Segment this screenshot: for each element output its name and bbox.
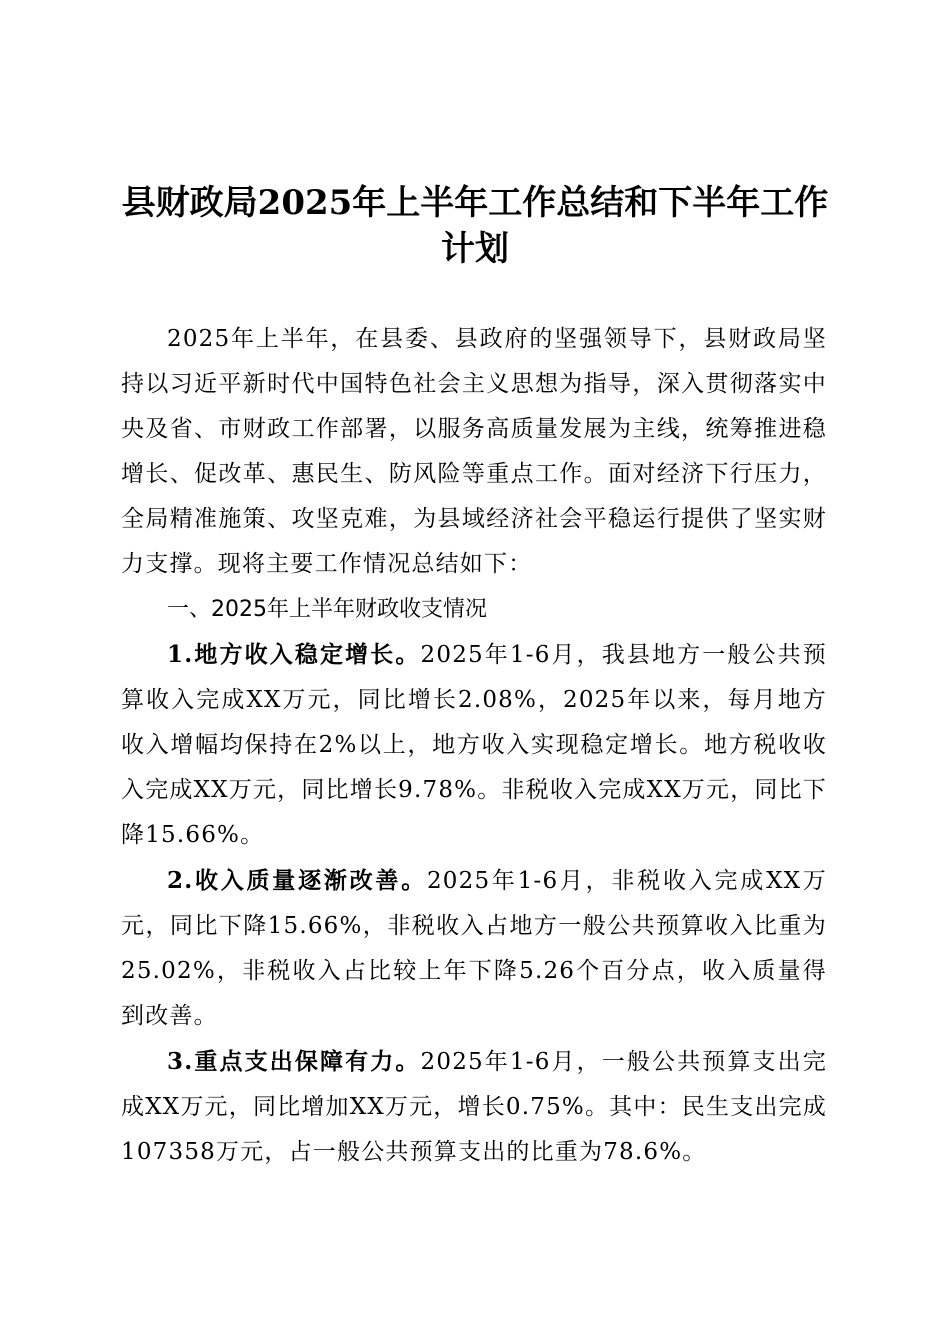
- section-heading: 一、2025年上半年财政收支情况: [167, 597, 487, 622]
- document-body: [121, 317, 827, 1175]
- item-text-3: 2025年1-6月，一般公共预算支出完成XX万元，同比增加XX万元，增长0.75%。其中：民生支出完成107358万元，占一般公共预算支出的比重为78.6%。: [121, 1049, 828, 1165]
- item-paragraph-2: [121, 858, 827, 1039]
- item-lead-2: 2.收入质量逐渐改善。: [167, 867, 427, 894]
- intro-paragraph: 2025年上半年，在县委、县政府的坚强领导下，县财政局坚持以习近平新时代中国特色社会主义思想为指导，深入贯彻落实中央及省、市财政工作部署，以服务高质量发展为主线，统筹推进稳增长、促改革、惠民生、防风险等重点工作。面对经济下行压力，全局精准施策、攻坚克难，为县域经济社会平稳运行提供了坚实财力支撑。现将主要工作情况总结如下：: [121, 326, 827, 577]
- document-title: 县财政局2025年上半年工作总结和下半年工作计划: [121, 183, 829, 269]
- item-lead-1: 1.地方收入稳定增长。: [167, 641, 421, 668]
- item-paragraph-3: [121, 1039, 827, 1175]
- item-text-2: 2025年1-6月，非税收入完成XX万元，同比下降15.66%，非税收入占地方一般公共预算收入比重为25.02%，非税收入占比较上年下降5.26个百分点，收入质量得到改善。: [121, 868, 827, 1029]
- item-lead-3: 3.重点支出保障有力。: [167, 1048, 421, 1075]
- item-text-1: 2025年1-6月，我县地方一般公共预算收入完成XX万元，同比增长2.08%，2025年以来，每月地方收入增幅均保持在2%以上，地方收入实现稳定增长。地方税收收入完成XX万元，同比增长9.78%。非税收入完成XX万元，同比下降15.66%。: [121, 642, 828, 848]
- item-paragraph-1: [121, 632, 827, 858]
